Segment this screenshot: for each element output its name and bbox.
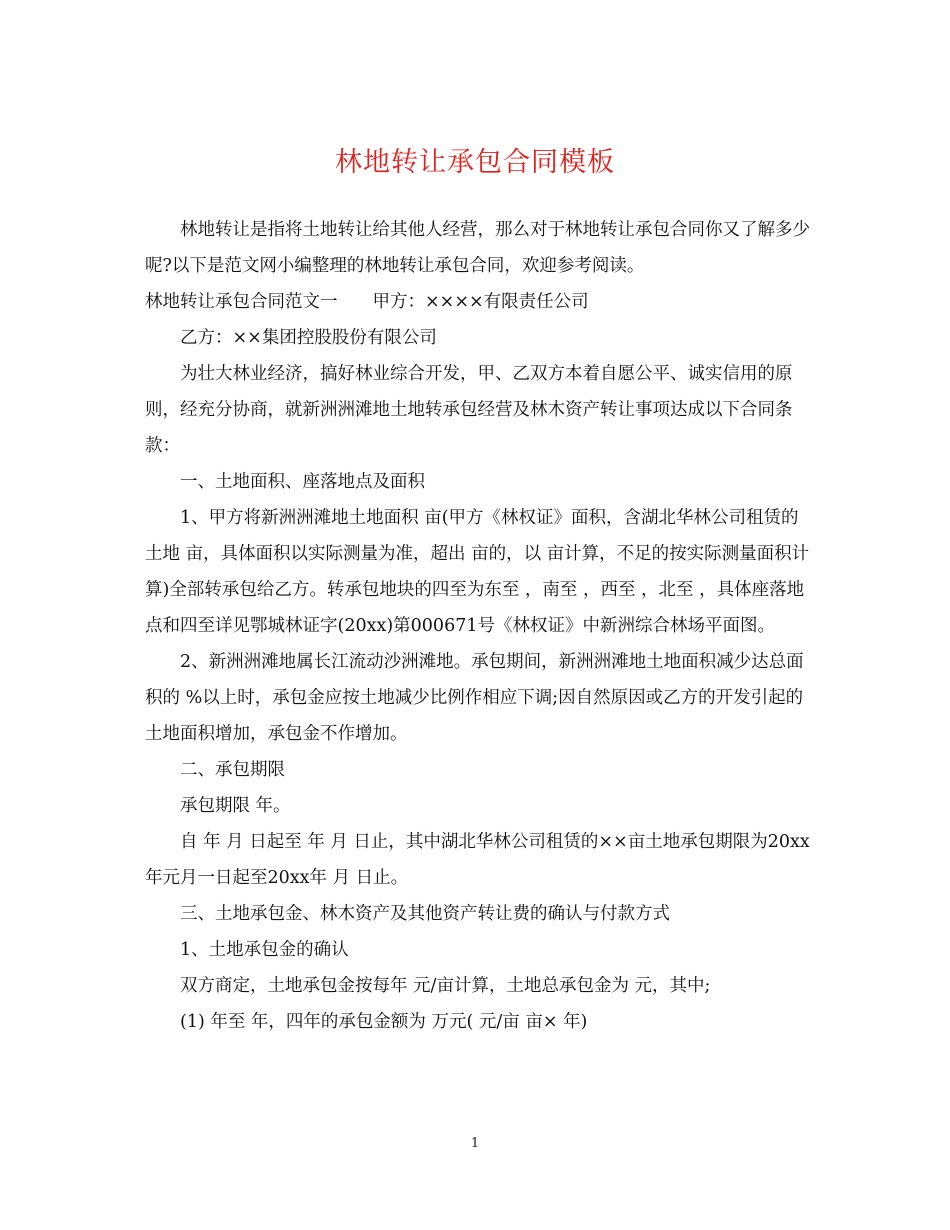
paragraph-intro: 林地转让是指将土地转让给其他人经营，那么对于林地转让承包合同你又了解多少呢?以下是范文网小编整理的林地转让承包合同，欢迎参考阅读。	[145, 220, 810, 276]
clause-1-2: 2、新洲洲滩地属长江流动沙洲滩地。承包期间，新洲洲滩地土地面积减少达总面积的 %以上时，承包金应按土地减少比例作相应下调;因自然原因或乙方的开发引起的土地面积增加，承包金不作增加。	[145, 652, 804, 744]
clause-3-1-body: 双方商定，土地承包金按每年 元/亩计算，土地总承包金为 元，其中;	[180, 976, 711, 996]
paragraph-preamble: 为壮大林业经济，搞好林业综合开发，甲、乙双方本着自愿公平、诚实信用的原则，经充分协商，就新洲洲滩地土地转承包经营及林木资产转让事项达成以下合同条款：	[145, 364, 793, 456]
section-heading-3: 三、土地承包金、林木资产及其他资产转让费的确认与付款方式	[180, 904, 670, 924]
section-heading-2: 二、承包期限	[180, 760, 285, 780]
clause-3-1-item-1: (1) 年至 年，四年的承包金额为 万元( 元/亩 亩× 年)	[180, 1012, 588, 1032]
clause-1-1: 1、甲方将新洲洲滩地土地面积 亩(甲方《林权证》面积，含湖北华林公司租赁的土地 亩，具体面积以实际测量为准，超出 亩的，以 亩计算，不足的按实际测量面积计算)全部转承包给乙方。转承包地块的四至为东至 ，南至 ，西至 ，北至 ，具体座落地点和四至详见鄂城林证字(20xx)第000671号《林权证》中新洲综合林场平面图。	[145, 508, 810, 636]
clause-3-1-heading: 1、土地承包金的确认	[180, 940, 349, 960]
document-body	[145, 212, 815, 1040]
paragraph-party-a: 林地转让承包合同范文一 甲方：××××有限责任公司	[145, 292, 589, 312]
page-number: 1	[470, 1136, 480, 1151]
clause-2-term: 承包期限 年。	[180, 796, 291, 816]
document-title: 林地转让承包合同模板	[335, 147, 615, 178]
paragraph-party-b: 乙方：××集团控股股份有限公司	[180, 328, 437, 348]
clause-2-dates: 自 年 月 日起至 年 月 日止，其中湖北华林公司租赁的××亩土地承包期限为20xx年元月一日起至20xx年 月 日止。	[145, 832, 810, 888]
section-heading-1: 一、土地面积、座落地点及面积	[180, 472, 425, 492]
